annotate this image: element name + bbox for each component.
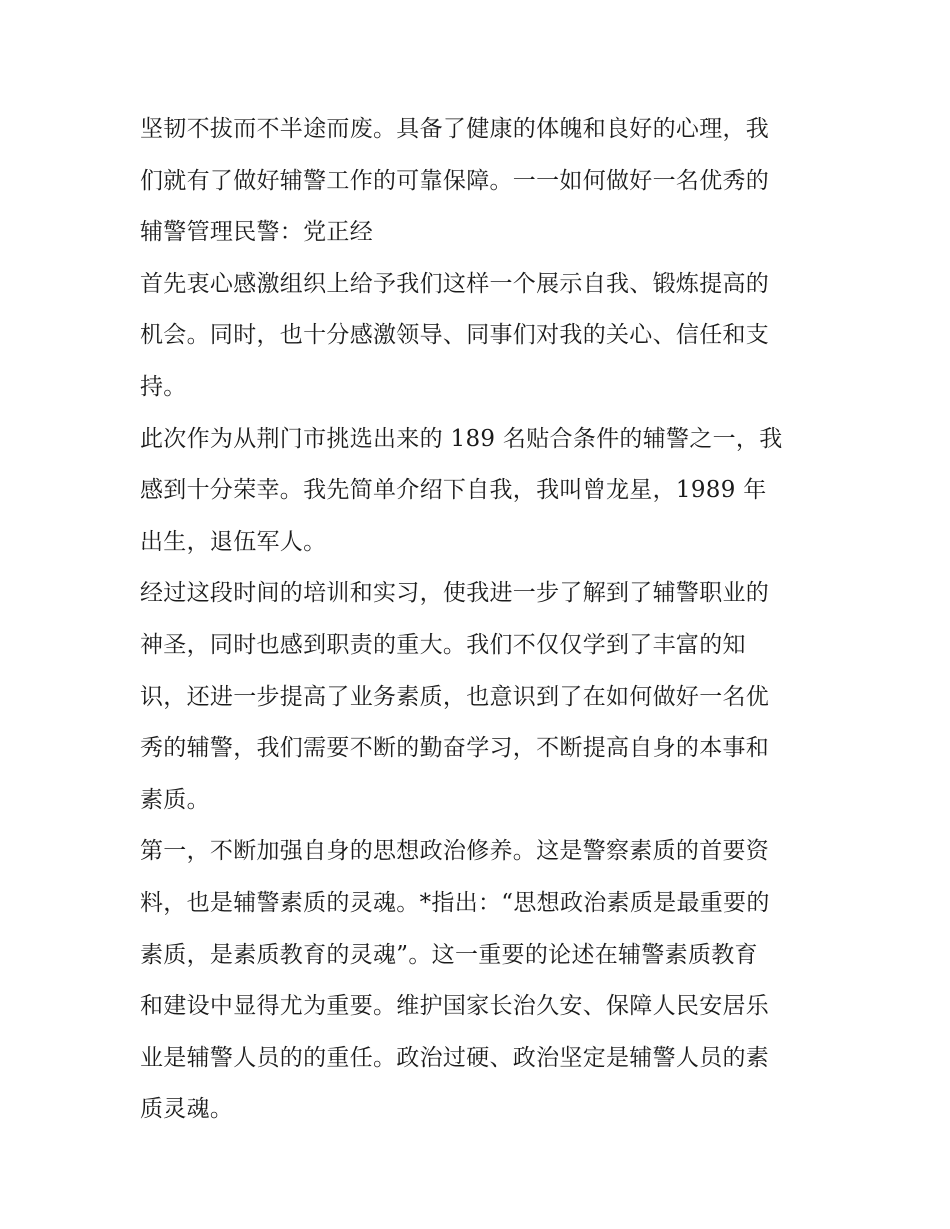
text-line: 素质，是素质教育的灵魂”。这一重要的论述在辅警素质教育 [140, 941, 758, 968]
text-line: 质灵魂。 [140, 1096, 234, 1123]
text-line: 此次作为从荆门市挑选出来的 189 名贴合条件的辅警之一，我 [140, 425, 783, 452]
text-line: 们就有了做好辅警工作的可靠保障。一一如何做好一名优秀的 [140, 167, 770, 194]
text-line: 业是辅警人员的的重任。政治过硬、政治坚定是辅警人员的素 [140, 1044, 770, 1071]
paragraph-3 [140, 414, 820, 569]
text-line: 第一，不断加强自身的思想政治修养。这是警察素质的首要资 [140, 838, 770, 865]
text-line: 料，也是辅警素质的灵魂。*指出：“思想政治素质是最重要的 [140, 889, 770, 916]
text-line: 出生，退伍军人。 [140, 528, 327, 555]
text-line: 机会。同时，也十分感激领导、同事们对我的关心、信任和支 [140, 322, 770, 349]
text-line: 辅警管理民警：党正经 [140, 219, 373, 246]
text-line: 秀的辅警，我们需要不断的勤奋学习，不断提高自身的本事和 [140, 735, 770, 762]
text-line: 神圣，同时也感到职责的重大。我们不仅仅学到了丰富的知 [140, 631, 746, 658]
paragraph-1 [140, 104, 820, 259]
document-body [140, 104, 820, 1136]
text-line: 识，还进一步提高了业务素质，也意识到了在如何做好一名优 [140, 683, 770, 710]
text-line: 坚韧不拔而不半途而废。具备了健康的体魄和良好的心理，我 [140, 116, 770, 142]
text-line: 素质。 [140, 786, 210, 813]
text-line: 经过这段时间的培训和实习，使我进一步了解到了辅警职业的 [140, 580, 770, 607]
text-line: 首先衷心感激组织上给予我们这样一个展示自我、锻炼提高的 [140, 270, 770, 297]
text-line: 感到十分荣幸。我先简单介绍下自我，我叫曾龙星，1989 年 [140, 477, 767, 504]
paragraph-5 [140, 826, 820, 1136]
paragraph-2 [140, 259, 820, 414]
text-line: 和建设中显得尤为重要。维护国家长治久安、保障人民安居乐 [140, 993, 770, 1020]
paragraph-4 [140, 568, 820, 826]
text-line: 持。 [140, 373, 187, 400]
